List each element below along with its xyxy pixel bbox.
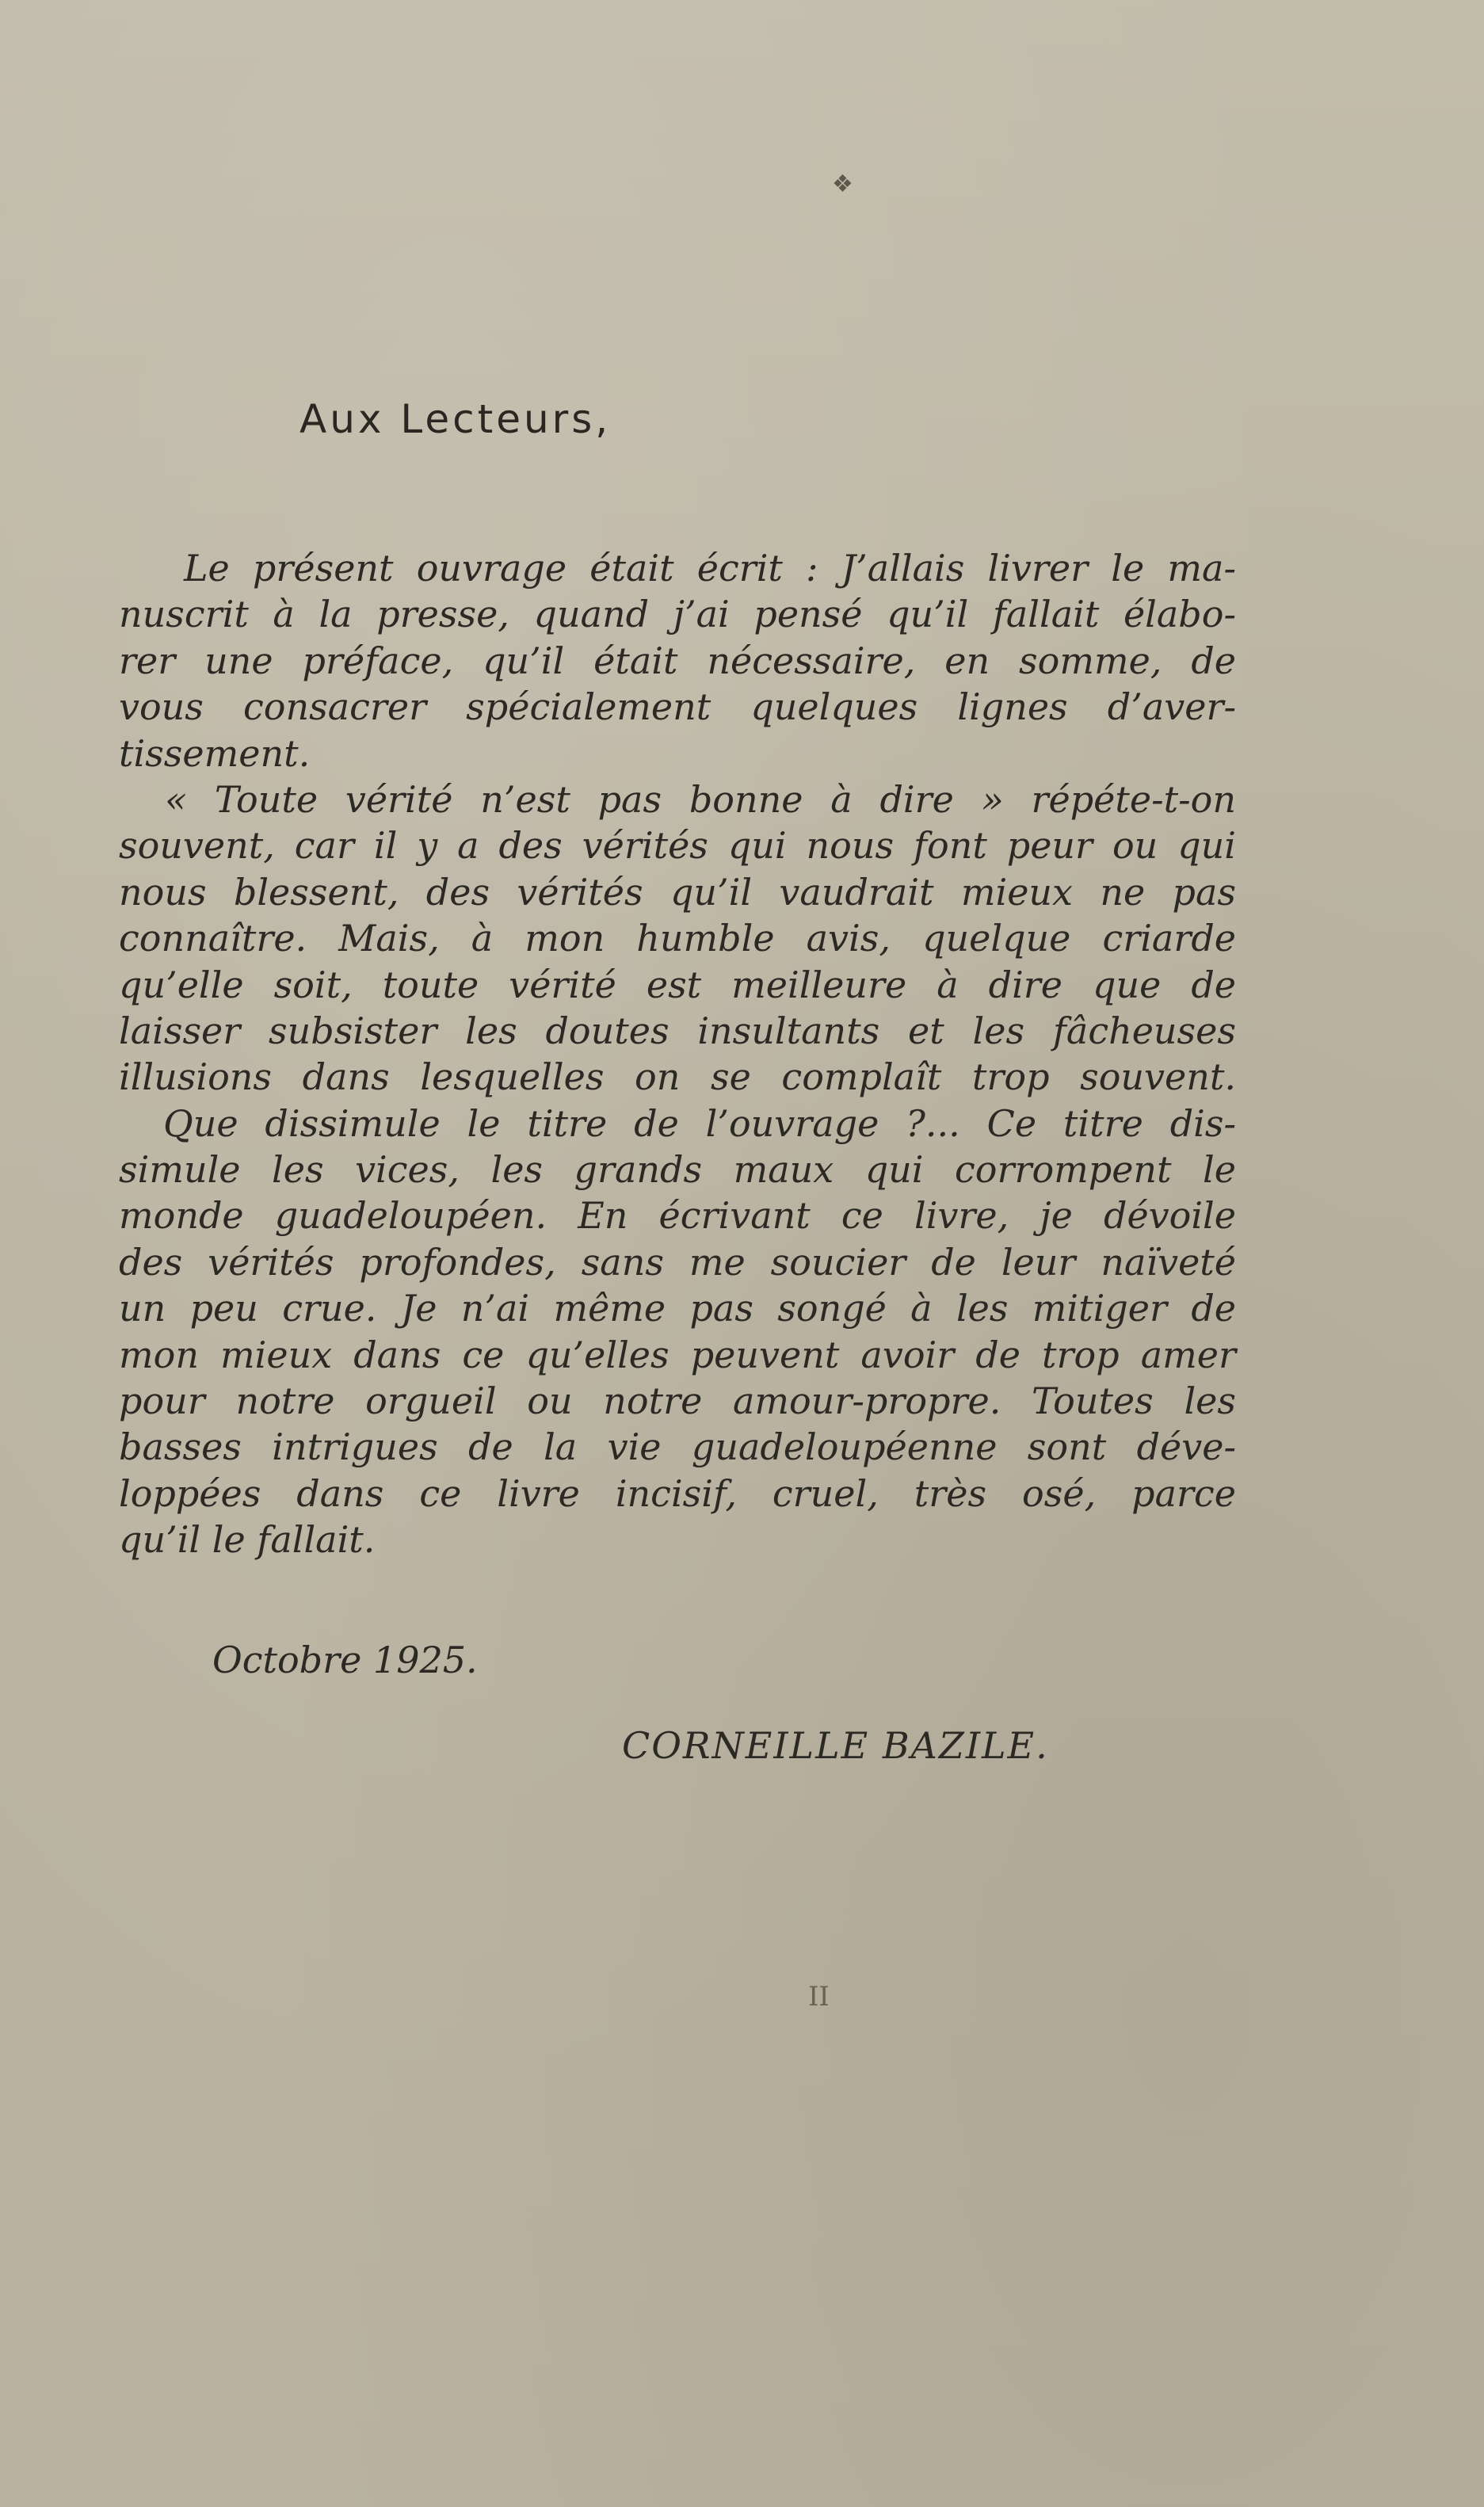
ornament-icon: ❖ [832,170,853,198]
text-line: des vérités profondes, sans me soucier de leur naïveté [119,1240,1236,1284]
text-line: laisser subsister les doutes insultants et les fâcheuses [119,1009,1236,1052]
text-line: qu’il le fallait. [119,1518,376,1562]
text-line: nuscrit à la presse, quand j’ai pensé qu’il fallait élabo- [119,593,1236,636]
text-line: illusions dans lesquelles on se complaît trop souvent. [119,1055,1236,1099]
text-line: simule les vices, les grands maux qui corrompent le [119,1148,1236,1192]
text-line: tissement. [119,731,311,775]
preface-date: Octobre 1925. [212,1639,478,1681]
text-line: vous consacrer spécialement quelques lignes d’aver- [119,685,1236,729]
text-line: qu’elle soit, toute vérité est meilleure à dire que de [119,963,1236,1006]
text-line: basses intrigues de la vie guadeloupéenne sont déve- [119,1425,1236,1469]
text-line: rer une préface, qu’il était nécessaire, en somme, de [119,639,1236,682]
text-line: connaître. Mais, à mon humble avis, quelque criarde [119,917,1236,960]
author-signature: CORNEILLE BAZILE. [622,1724,1049,1767]
text-line: pour notre orgueil ou notre amour-propre. Toutes les [119,1379,1236,1423]
text-line: souvent, car il y a des vérités qui nous font peur ou qui [119,824,1236,868]
text-line: un peu crue. Je n’ai même pas songé à les mitiger de [119,1287,1236,1330]
text-line: nous blessent, des vérités qu’il vaudrait mieux ne pas [119,870,1236,914]
text-line: Le présent ouvrage était écrit : J’allais livrer le ma- [184,547,1236,590]
text-line: Que dissimule le titre de l’ouvrage ?... Ce titre dis- [163,1101,1236,1145]
preface-heading: Aux Lecteurs, [299,396,612,442]
text-line: mon mieux dans ce qu’elles peuvent avoir de trop amer [119,1333,1236,1376]
page-number: II [808,1981,830,2013]
text-line: monde guadeloupéen. En écrivant ce livre, je dévoile [119,1194,1236,1238]
text-line: « Toute vérité n’est pas bonne à dire » répéte-t-on [165,777,1236,821]
preface-paragraphs [119,545,1236,1563]
text-line: loppées dans ce livre incisif, cruel, très osé, parce [119,1471,1236,1515]
